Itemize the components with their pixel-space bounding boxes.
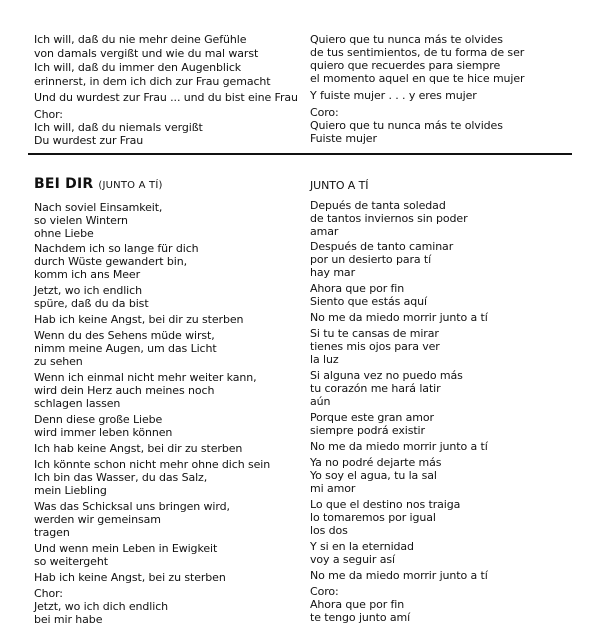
lyric-line: siempre podrá existir bbox=[310, 424, 425, 437]
lyric-line: de tus sentimientos, de tu forma de ser bbox=[310, 46, 525, 59]
lyric-line: Hab ich keine Angst, bei zu sterben bbox=[34, 571, 226, 584]
lyric-line: Hab ich keine Angst, bei dir zu sterben bbox=[34, 313, 244, 326]
lyric-line: mi amor bbox=[310, 482, 356, 495]
lyric-line: erinnerst, in dem ich dich zur Frau gemacht bbox=[34, 75, 271, 88]
lyric-line: so vielen Wintern bbox=[34, 214, 128, 227]
lyric-line: spüre, daß du da bist bbox=[34, 297, 149, 310]
lyric-line: Jetzt, wo ich dich endlich bbox=[34, 600, 169, 613]
song-title bbox=[34, 178, 163, 192]
lyric-line: bei mir habe bbox=[34, 613, 103, 626]
lyric-line: amar bbox=[310, 225, 339, 238]
lyric-line: Y fuiste mujer . . . y eres mujer bbox=[310, 89, 477, 102]
lyric-line: ohne Liebe bbox=[34, 227, 94, 240]
lyric-line: von damals vergißt und wie du mal warst bbox=[34, 47, 259, 60]
lyric-line: Quiero que tu nunca más te olvides bbox=[310, 119, 503, 132]
lyric-line: Nach soviel Einsamkeit, bbox=[34, 201, 163, 214]
lyric-line: Ya no podré dejarte más bbox=[310, 456, 442, 469]
chorus-label: Chor: bbox=[34, 108, 63, 121]
lyric-line: Depués de tanta soledad bbox=[310, 199, 446, 212]
lyric-line: Y si en la eternidad bbox=[310, 540, 414, 553]
lyric-line: Denn diese große Liebe bbox=[34, 413, 163, 426]
section-divider bbox=[28, 153, 572, 155]
chorus-label: Coro: bbox=[310, 106, 339, 119]
lyric-line: nimm meine Augen, um das Licht bbox=[34, 342, 217, 355]
lyric-line: No me da miedo morrir junto a tí bbox=[310, 311, 488, 324]
lyric-line: Wenn ich einmal nicht mehr weiter kann, bbox=[34, 371, 257, 384]
lyric-line: wird immer leben können bbox=[34, 426, 173, 439]
lyric-line: Si alguna vez no puedo más bbox=[310, 369, 463, 382]
lyric-line: wird dein Herz auch meines noch bbox=[34, 384, 215, 397]
lyric-line: Siento que estás aquí bbox=[310, 295, 427, 308]
song-title-suffix: (JUNTO A TÍ) bbox=[98, 180, 163, 191]
lyric-line: Wenn du des Sehens müde wirst, bbox=[34, 329, 215, 342]
lyric-line: Nachdem ich so lange für dich bbox=[34, 242, 199, 255]
song-title-text: BEI DIR bbox=[34, 176, 94, 192]
lyric-line: Porque este gran amor bbox=[310, 411, 434, 424]
lyric-line: Quiero que tu nunca más te olvides bbox=[310, 33, 503, 46]
lyric-line: los dos bbox=[310, 524, 348, 537]
lyric-line: Du wurdest zur Frau bbox=[34, 134, 144, 147]
lyric-line: mein Liebling bbox=[34, 484, 107, 497]
lyric-line: Ich hab keine Angst, bei dir zu sterben bbox=[34, 442, 243, 455]
lyric-line: tragen bbox=[34, 526, 70, 539]
lyric-line: Ich will, daß du niemals vergißt bbox=[34, 121, 203, 134]
lyric-line: Yo soy el agua, tu la sal bbox=[310, 469, 437, 482]
chorus-label: Chor: bbox=[34, 587, 63, 600]
lyric-line: werden wir gemeinsam bbox=[34, 513, 161, 526]
chorus-label: Coro: bbox=[310, 585, 339, 598]
lyric-line: No me da miedo morrir junto a tí bbox=[310, 569, 488, 582]
lyric-line: Ahora que por fin bbox=[310, 598, 405, 611]
lyric-line: Fuiste mujer bbox=[310, 132, 377, 145]
spanish-song-title: JUNTO A TÍ bbox=[310, 179, 369, 192]
lyric-line: komm ich ans Meer bbox=[34, 268, 140, 281]
lyric-line: Ahora que por fin bbox=[310, 282, 405, 295]
lyric-line: de tantos inviernos sin poder bbox=[310, 212, 468, 225]
lyric-line: tienes mis ojos para ver bbox=[310, 340, 440, 353]
lyric-line: durch Wüste gewandert bin, bbox=[34, 255, 187, 268]
lyric-line: zu sehen bbox=[34, 355, 83, 368]
lyric-line: tu corazón me hará latir bbox=[310, 382, 441, 395]
lyric-line: el momento aquel en que te hice mujer bbox=[310, 72, 525, 85]
lyric-line: Jetzt, wo ich endlich bbox=[34, 284, 142, 297]
lyric-line: la luz bbox=[310, 353, 339, 366]
lyric-line: No me da miedo morrir junto a tí bbox=[310, 440, 488, 453]
lyric-line: Und du wurdest zur Frau ... und du bist eine Frau bbox=[34, 91, 298, 104]
lyric-line: Si tu te cansas de mirar bbox=[310, 327, 439, 340]
lyric-line: Ich will, daß du nie mehr deine Gefühle bbox=[34, 33, 247, 46]
lyric-line: Was das Schicksal uns bringen wird, bbox=[34, 500, 230, 513]
lyric-line: Ich könnte schon nicht mehr ohne dich sein bbox=[34, 458, 271, 471]
lyric-line: Ich bin das Wasser, du das Salz, bbox=[34, 471, 208, 484]
lyric-line: Und wenn mein Leben in Ewigkeit bbox=[34, 542, 218, 555]
lyric-line: por un desierto para tí bbox=[310, 253, 432, 266]
lyric-line: so weitergeht bbox=[34, 555, 108, 568]
lyric-line: quiero que recuerdes para siempre bbox=[310, 59, 501, 72]
lyric-line: Ich will, daß du immer den Augenblick bbox=[34, 61, 242, 74]
lyric-line: Lo que el destino nos traiga bbox=[310, 498, 461, 511]
lyric-line: lo tomaremos por igual bbox=[310, 511, 436, 524]
lyric-line: schlagen lassen bbox=[34, 397, 121, 410]
lyric-line: hay mar bbox=[310, 266, 355, 279]
lyric-line: te tengo junto amí bbox=[310, 611, 411, 624]
lyric-line: voy a seguir así bbox=[310, 553, 395, 566]
lyric-line: aún bbox=[310, 395, 331, 408]
lyric-line: Después de tanto caminar bbox=[310, 240, 454, 253]
